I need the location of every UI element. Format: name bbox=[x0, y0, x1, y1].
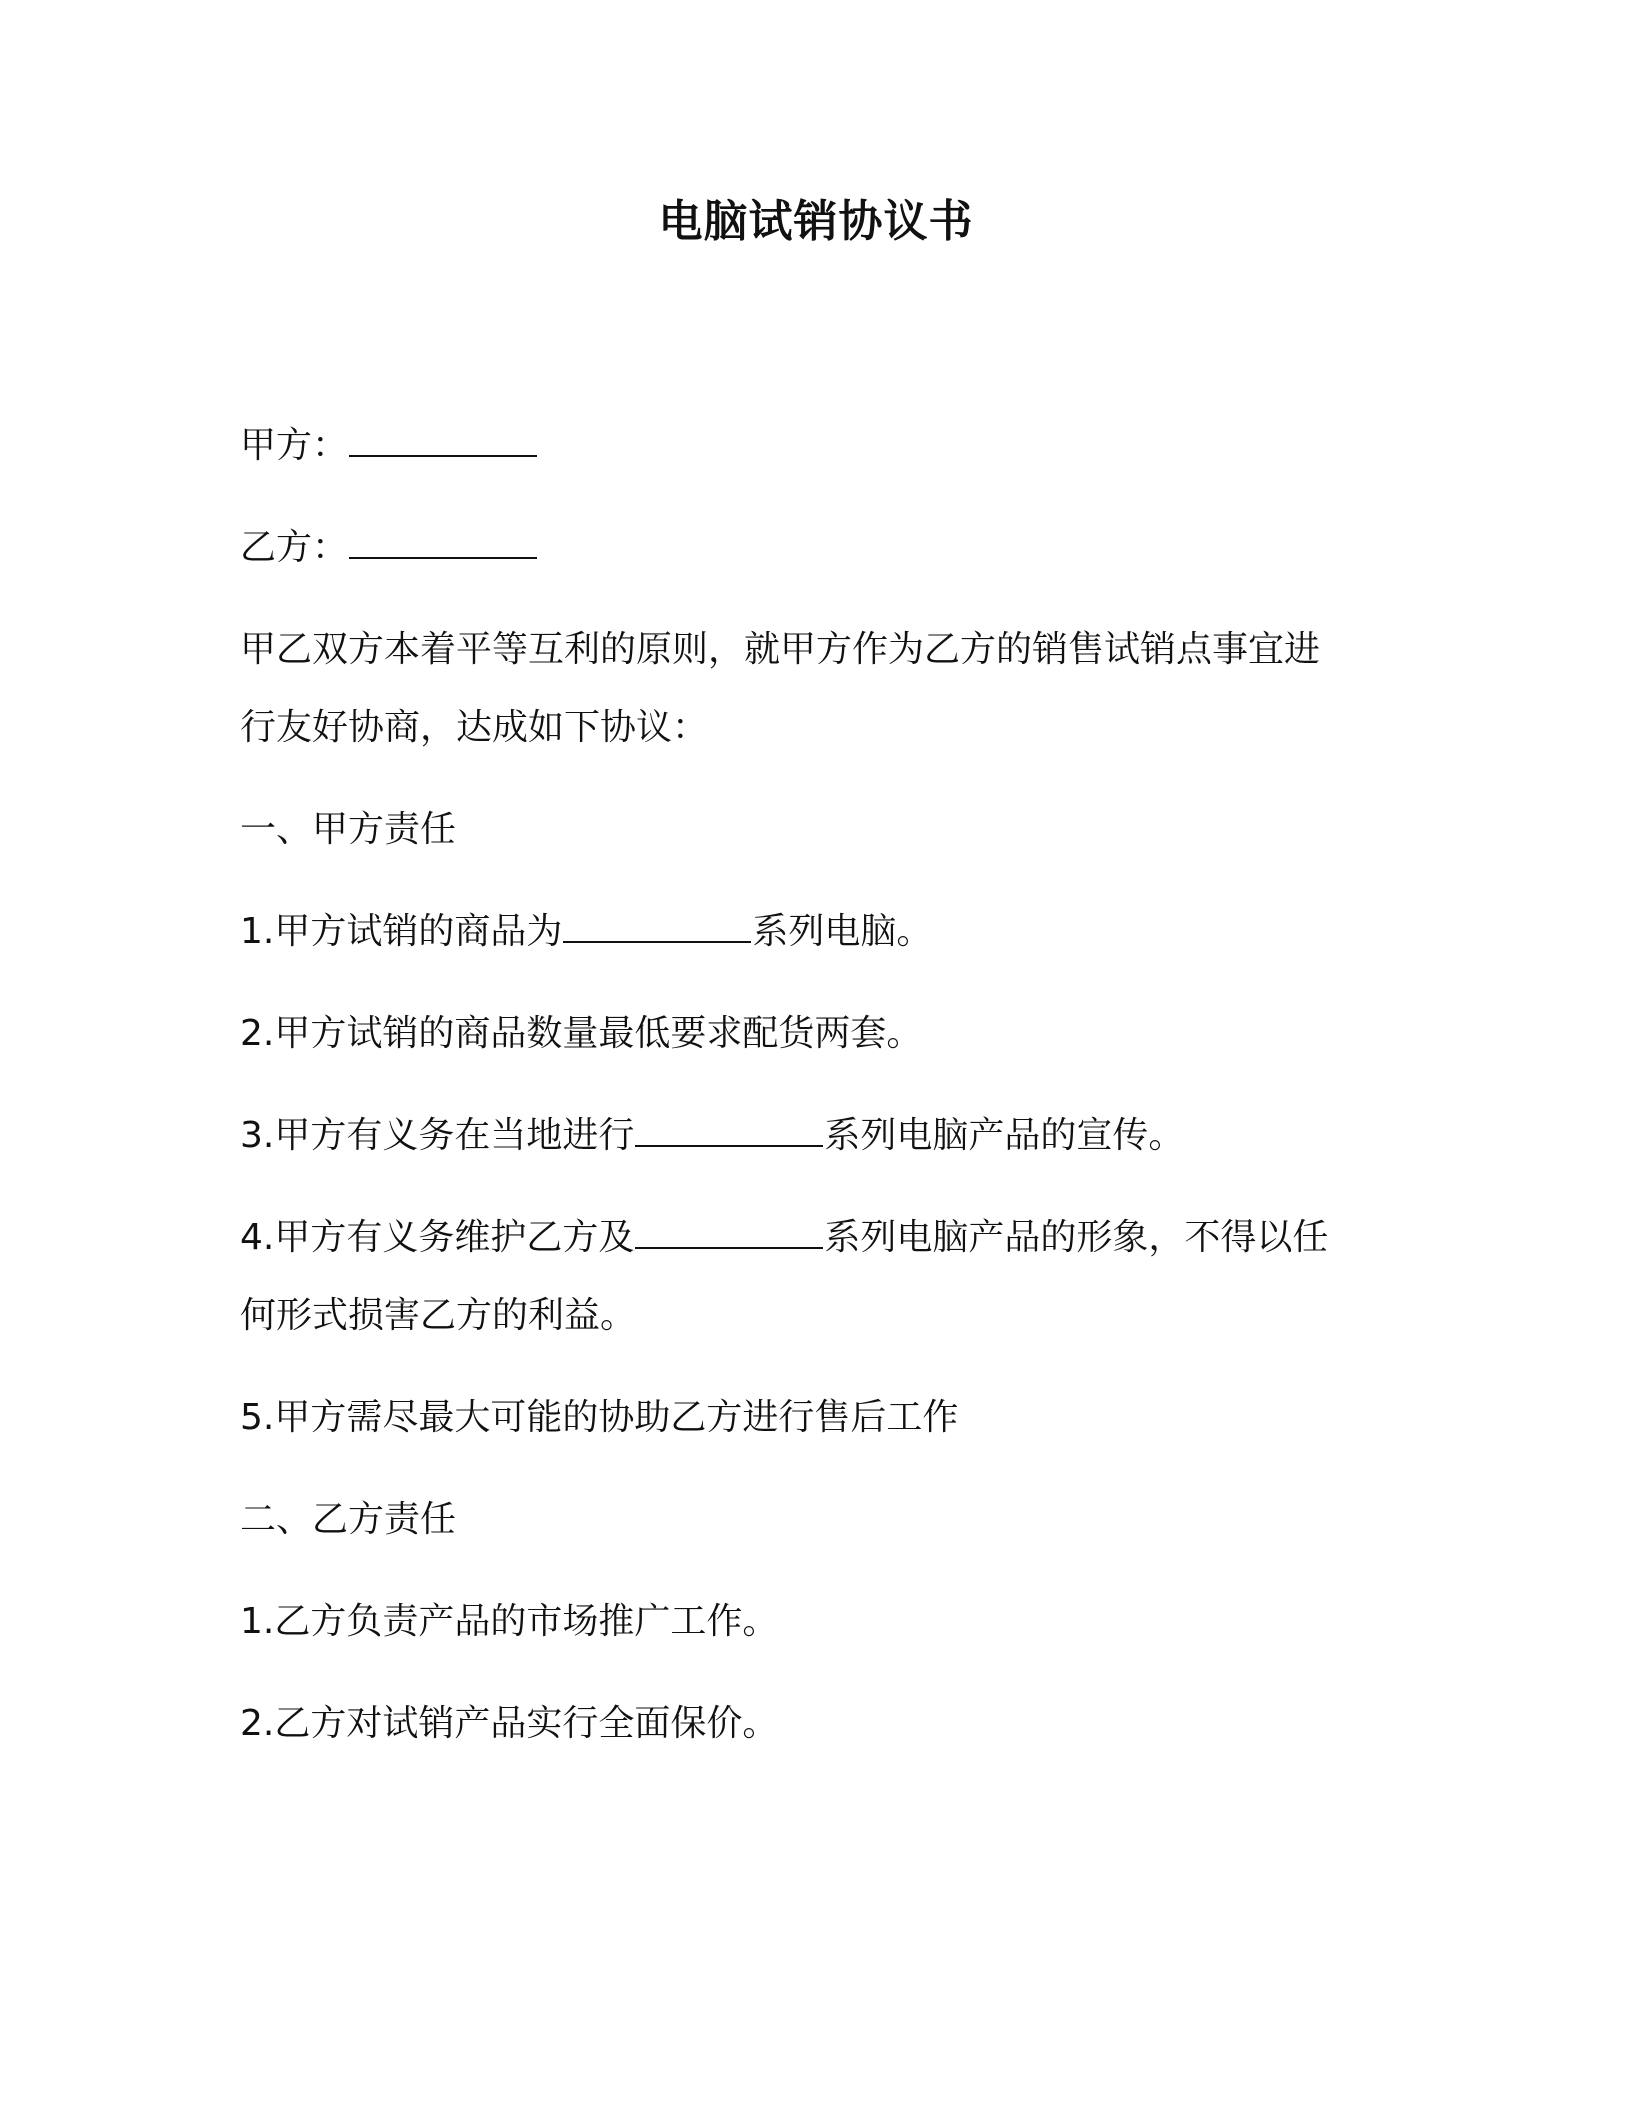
section-1-heading: 一、甲方责任 bbox=[240, 809, 457, 850]
s1-item1-text-post: 系列电脑。 bbox=[752, 911, 933, 952]
s1-item4-text-post: 系列电脑产品的形象，不得以任 bbox=[824, 1217, 1329, 1258]
section-1-item-1 bbox=[240, 907, 1400, 957]
section-2-item-1: 1.乙方负责产品的市场推广工作。 bbox=[240, 1601, 779, 1642]
party-a-line bbox=[240, 421, 1400, 471]
party-a-blank bbox=[349, 425, 537, 457]
s1-item4-text-pre: 4.甲方有义务维护乙方及 bbox=[240, 1217, 635, 1258]
section-1-item-2: 2.甲方试销的商品数量最低要求配货两套。 bbox=[240, 1013, 923, 1054]
section-2-heading: 二、乙方责任 bbox=[240, 1499, 457, 1540]
section-1-item-4 bbox=[240, 1213, 1400, 1263]
document-title: 电脑试销协议书 bbox=[658, 196, 974, 247]
intro-line-2: 行友好协商，达成如下协议： bbox=[240, 707, 709, 748]
intro-line-1: 甲乙双方本着平等互利的原则，就甲方作为乙方的销售试销点事宜进 bbox=[240, 629, 1321, 670]
section-1-item-3 bbox=[240, 1111, 1400, 1161]
party-b-blank bbox=[349, 527, 537, 559]
s1-item1-blank bbox=[563, 911, 751, 943]
party-a-label: 甲方： bbox=[240, 425, 349, 466]
s1-item1-text-pre: 1.甲方试销的商品为 bbox=[240, 911, 563, 952]
section-2-item-2: 2.乙方对试销产品实行全面保价。 bbox=[240, 1703, 779, 1744]
s1-item4-blank bbox=[635, 1217, 823, 1249]
s1-item3-text-post: 系列电脑产品的宣传。 bbox=[824, 1115, 1185, 1156]
s1-item3-text-pre: 3.甲方有义务在当地进行 bbox=[240, 1115, 635, 1156]
party-b-line bbox=[240, 523, 1400, 573]
party-b-label: 乙方： bbox=[240, 527, 349, 568]
section-1-item-4-line-2: 何形式损害乙方的利益。 bbox=[240, 1295, 637, 1336]
s1-item3-blank bbox=[635, 1115, 823, 1147]
section-1-item-5: 5.甲方需尽最大可能的协助乙方进行售后工作 bbox=[240, 1397, 959, 1438]
